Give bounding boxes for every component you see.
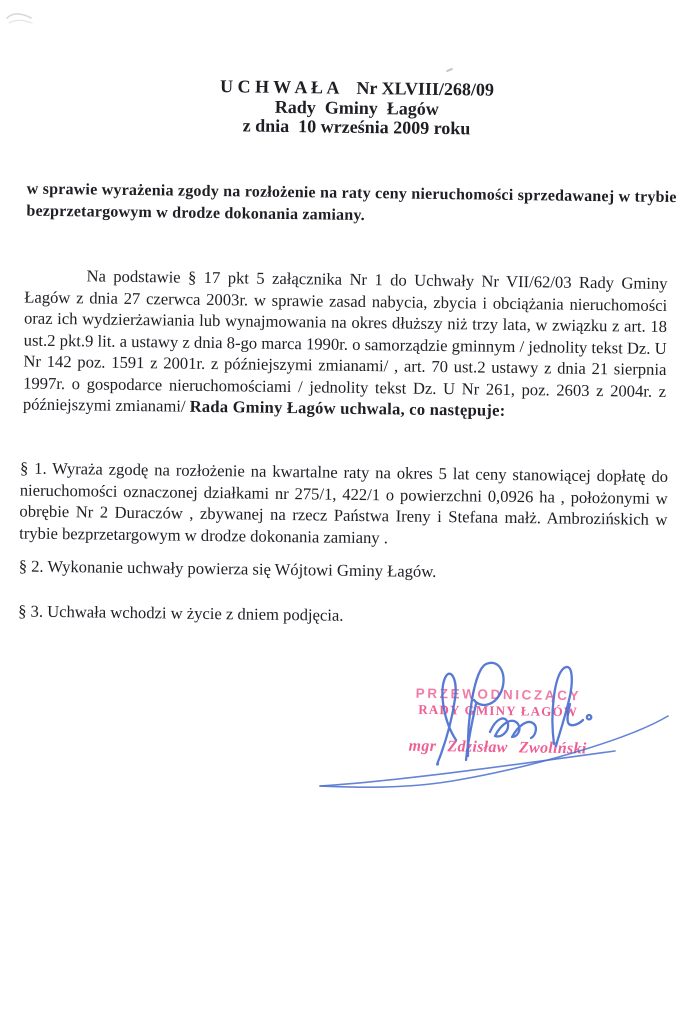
section-paragraph-3: § 3. Uchwała wchodzi w życie z dniem podjęcia.	[18, 601, 344, 625]
document-header	[10, 74, 692, 142]
signature-scribble	[298, 644, 682, 804]
council-name: Rady Gminy Łagów	[274, 96, 439, 119]
stamp-title-text: PRZEWODNICZĄCY	[415, 685, 582, 704]
enacting-clause: Rada Gminy Łagów uchwala, co następuje:	[189, 396, 506, 420]
stamp-council-text: RADY GMINY ŁAGÓW	[418, 701, 579, 720]
scan-smudge	[4, 8, 40, 30]
section-paragraph-1: § 1. Wyraża zgodę na rozłożenie na kwartalne raty na okres 5 lat ceny stanowiącej dopłatę do nieruchomości oznaczonej działkami nr 275/1, 422/1 o powierzchni 0,0926 ha , położonymi w obrębie Nr 2 Duraczów , zbywanej na rzecz Państwa Ireny i Stefana małż. Ambrozińskich w trybie bezprzetargowym w drodze dokonania zamiany .	[19, 458, 669, 547]
resolution-number-title: U C H W A Ł A Nr XLVIII/268/09	[219, 76, 495, 100]
subject-paragraph: w sprawie wyrażenia zgody na rozłożenie na raty ceny nieruchomości sprzedawanej w trybie bezprzetargowym w drodze dokonania zamiany.	[26, 180, 677, 225]
legal-basis-text: Na podstawie § 17 pkt 5 załącznika Nr 1 do Uchwały Nr VII/62/03 Rady Gminy Łagów z dnia 27 czerwca 2003r. w sprawie zasad nabycia, zbycia i obciążania nieruchomości oraz ich wydzierżawiania lub wynajmowania na okres dłuższy niż trzy lata, w związku z art. 18 ust.2 pkt.9 lit. a ustawy z dnia 8-go marca 1990r. o samorządzie gminnym / jednolity tekst Dz. U Nr 142 poz. 1591 z 2001r. z późniejszymi zmianami/ , art. 70 ust.2 ustawy z dnia 21 sierpnia 1997r. o gospodarce nieruchomościami / jednolity tekst Dz. U Nr 261, poz. 2603 z 2004r. z późniejszymi zmianami/	[22, 266, 668, 416]
section-paragraph-2: § 2. Wykonanie uchwały powierza się Wójtowi Gminy Łagów.	[18, 556, 437, 581]
resolution-date: z dnia 10 września 2009 roku	[242, 115, 471, 139]
legal-basis-paragraph	[23, 265, 668, 424]
stamp-chairman-name: mgr Zdzisław Zwoliński	[408, 737, 587, 758]
